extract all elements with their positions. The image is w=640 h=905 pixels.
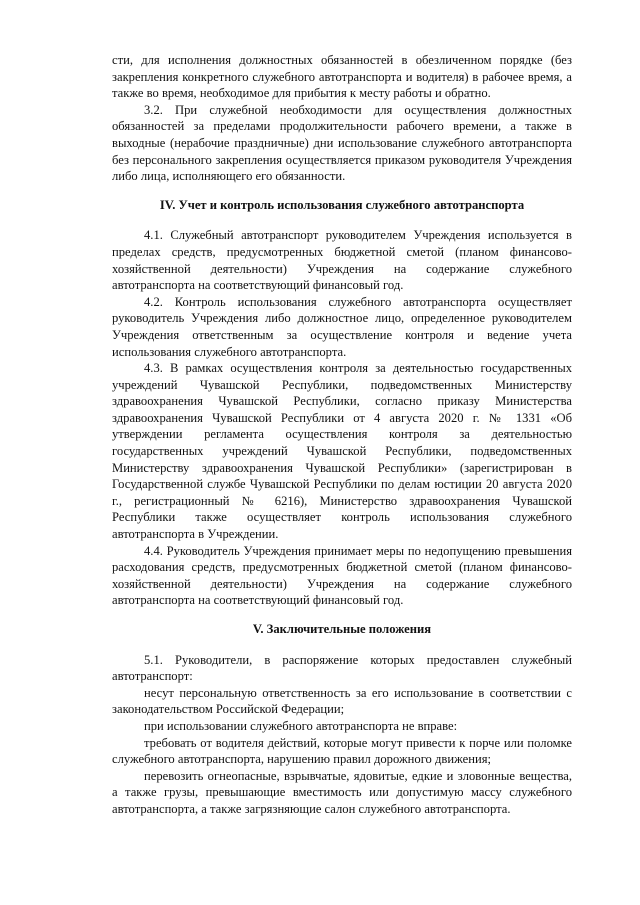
paragraph-4-4: 4.4. Руководитель Учреждения принимает меры по недопущению превышения расходования средств, предусмотренных бюджетной сметой (планом финансово-хозяйственной деятельности) Учреждения на содержание служебного автотранспорта на соответствующий финансовый год.: [112, 543, 572, 608]
paragraph-5-1-prohibited-intro: при использовании служебного автотранспорта не вправе:: [144, 718, 458, 733]
paragraph-3-2: 3.2. При служебной необходимости для осуществления должностных обязанностей за пределами продолжительности рабочего времени, а также в выходные (нерабочие праздничные) дни использование служебного автотранспорта без персонального закрепления осуществляется приказом руководителя Учреждения либо лица, исполняющего его обязанности.: [112, 102, 572, 184]
paragraph-5-1-responsibility: несут персональную ответственность за его использование в соответствии с законодательством Российской Федерации;: [112, 685, 572, 717]
section-4-heading: IV. Учет и контроль использования служебного автотранспорта: [159, 197, 525, 212]
paragraph-5-1-prohibition-driver: требовать от водителя действий, которые могут привести к порче или поломке служебного автотранспорта, нарушению правил дорожного движения;: [112, 735, 572, 767]
section-5-heading: V. Заключительные положения: [252, 622, 432, 636]
paragraph-4-2: 4.2. Контроль использования служебного автотранспорта осуществляет руководитель Учреждения либо должностное лицо, определенное руководителем Учреждения ответственным за осуществление контроля и ведение учета использования служебного автотранспорта.: [112, 294, 572, 359]
paragraph-4-3: 4.3. В рамках осуществления контроля за деятельностью государственных учреждений Чувашской Республики, подведомственных Министерству здравоохранения Чувашской Республики, согласно приказу Министерства здравоохранения Чувашской Республики от 4 августа 2020 г. № 1331 «Об утверждении регламента осуществления контроля за деятельностью государственных учреждений Чувашской Республики, подведомственных Министерству здравоохранения Чувашской Республики» (зарегистрирован в Государственной службе Чувашской Республики по делам юстиции 20 августа 2020 г., регистрационный № 6216), Министерство здравоохранения Чувашской Республики также осуществляет контроль использования служебного автотранспорта в Учреждении.: [112, 361, 572, 542]
paragraph-5-1: 5.1. Руководители, в распоряжение которых предоставлен служебный автотранспорт:: [112, 652, 572, 684]
paragraph-3-1-continuation: сти, для исполнения должностных обязанностей в обезличенном порядке (без закрепления конкретного служебного автотранспорта и водителя) в рабочее время, а также во время, необходимое для прибытия к месту работы и обратно.: [112, 53, 572, 101]
paragraph-4-1: 4.1. Служебный автотранспорт руководителем Учреждения используется в пределах средств, предусмотренных бюджетной сметой (планом финансово-хозяйственной деятельности) Учреждения на содержание служебного автотранспорта на соответствующий финансовый год.: [112, 228, 572, 293]
paragraph-5-1-prohibition-cargo: перевозить огнеопасные, взрывчатые, ядовитые, едкие и зловонные вещества, а также грузы, превышающие вместимость или допустимую массу служебного автотранспорта, а также загрязняющие салон служебного автотранспорта.: [112, 768, 572, 816]
